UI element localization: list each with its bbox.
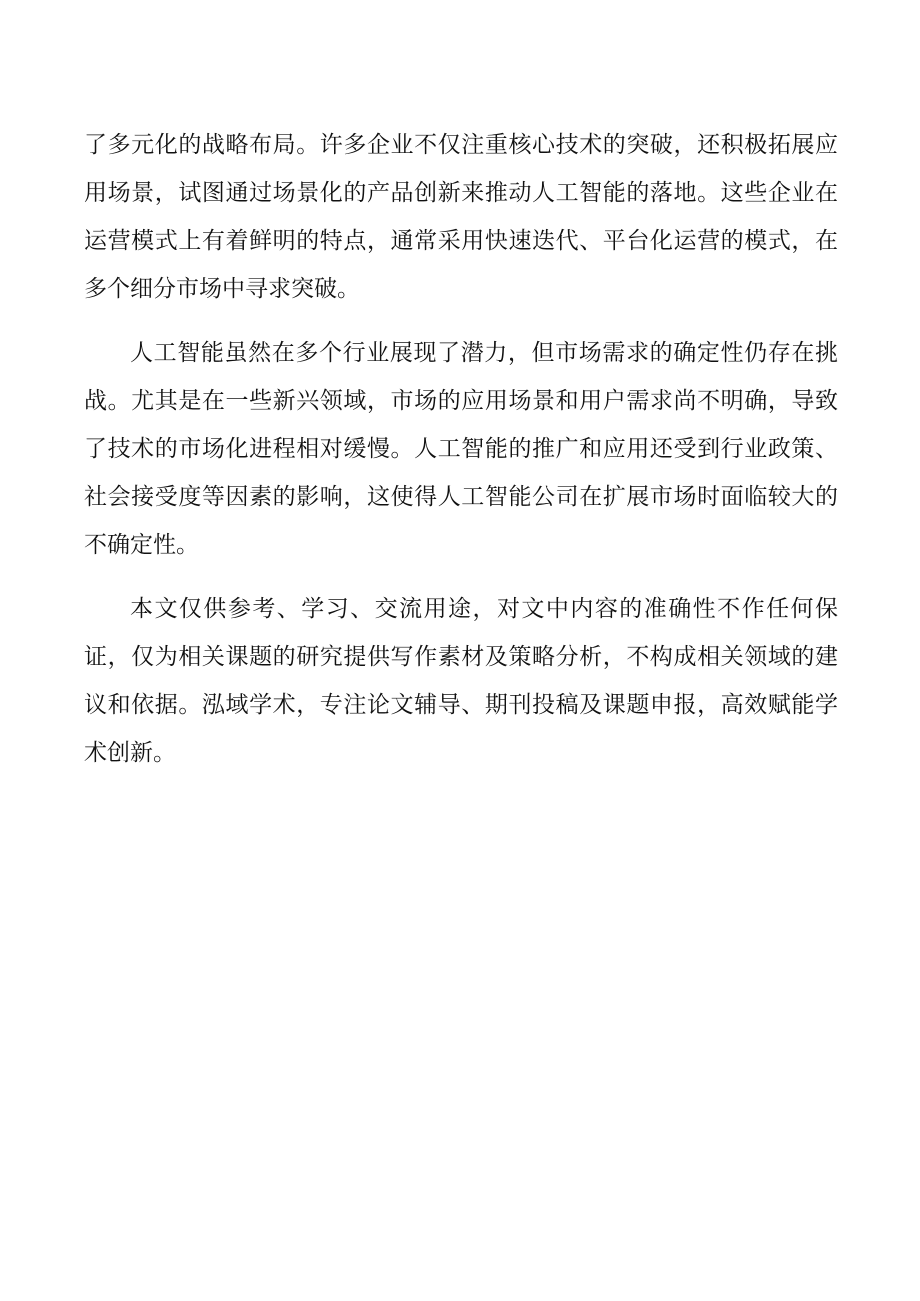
- paragraph-2: 人工智能虽然在多个行业展现了潜力，但市场需求的确定性仍存在挑战。尤其是在一些新兴领域，市场的应用场景和用户需求尚不明确，导致了技术的市场化进程相对缓慢。人工智能的推广和应用还受到行业政策、社会接受度等因素的影响，这使得人工智能公司在扩展市场时面临较大的不确定性。: [84, 340, 838, 558]
- paragraph-1: 了多元化的战略布局。许多企业不仅注重核心技术的突破，还积极拓展应用场景，试图通过场景化的产品创新来推动人工智能的落地。这些企业在运营模式上有着鲜明的特点，通常采用快速迭代、平台化运营的模式，在多个细分市场中寻求突破。: [84, 132, 838, 302]
- paragraph-3: 本文仅供参考、学习、交流用途，对文中内容的准确性不作任何保证，仅为相关课题的研究提供写作素材及策略分析，不构成相关领域的建议和依据。泓域学术，专注论文辅导、期刊投稿及课题申报，高效赋能学术创新。: [84, 596, 838, 766]
- document-body: [84, 121, 838, 793]
